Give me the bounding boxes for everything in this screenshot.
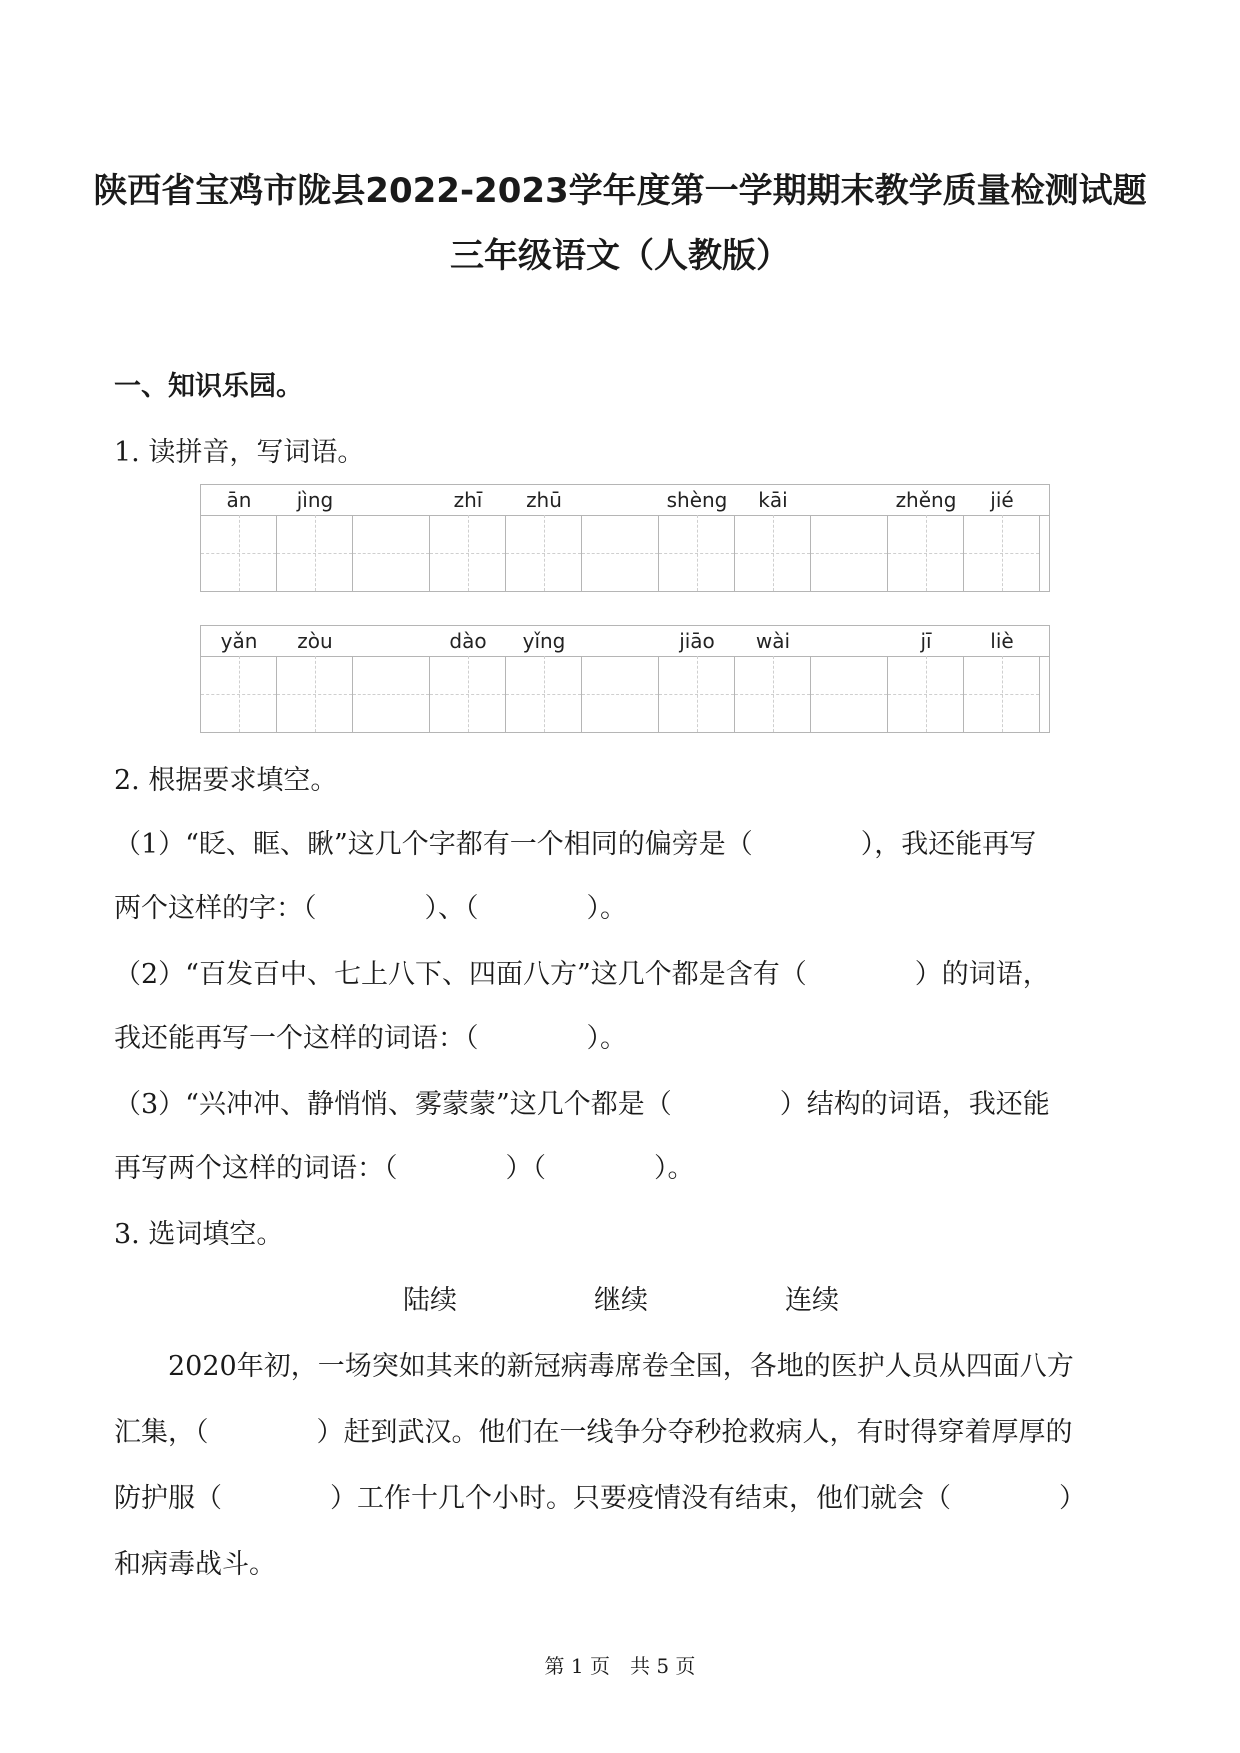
writing-cell[interactable] [201,656,277,732]
word-option: 陆续 [403,1285,457,1316]
pinyin-syllable: wài [755,629,791,653]
writing-cell[interactable] [506,515,582,591]
writing-cell[interactable] [659,656,735,732]
writing-cell[interactable] [735,656,811,732]
writing-cell[interactable] [277,515,353,591]
pinyin-syllable: zhěng [895,488,957,512]
pinyin-syllable: jìng [296,488,334,512]
section-heading: 一、知识乐园。 [114,371,303,402]
grid-spacer [353,515,430,591]
page-footer: 第 1 页 共 5 页 [544,1654,696,1678]
writing-cell[interactable] [430,515,506,591]
writing-cell[interactable] [277,656,353,732]
pinyin-writing-grid[interactable] [200,484,1050,592]
page-subtitle: 三年级语文（人教版） [450,236,790,276]
pinyin-syllable: jī [920,629,932,653]
pinyin-syllable: liè [990,629,1014,653]
question-2-2-line: （2）“百发百中、七上八下、四面八方”这几个都是含有（ ）的词语， [114,959,1050,990]
pinyin-syllable: zhū [526,488,562,512]
pinyin-syllable: jiāo [679,629,715,653]
pinyin-syllable: dào [449,629,487,653]
passage-line: 汇集，（ ）赶到武汉。他们在一线争分夺秒抢救病人，有时得穿着厚厚的 [114,1417,1073,1448]
pinyin-writing-grid[interactable] [200,625,1050,733]
writing-cell[interactable] [201,515,277,591]
question-2-3-line: （3）“兴冲冲、静悄悄、雾蒙蒙”这几个都是（ ）结构的词语，我还能 [114,1089,1050,1120]
grid-spacer [582,515,659,591]
question-2: 2. 根据要求填空。 [114,765,338,796]
word-option: 继续 [594,1285,648,1316]
writing-cell[interactable] [506,656,582,732]
grid-spacer [353,656,430,732]
passage-line: 2020年初，一场突如其来的新冠病毒席卷全国，各地的医护人员从四面八方 [114,1351,1074,1382]
writing-cell[interactable] [964,656,1040,732]
question-2-1-line: （1）“眨、眶、瞅”这几个字都有一个相同的偏旁是（ ），我还能再写 [114,829,1037,860]
grid-spacer [811,656,888,732]
passage-line: 防护服（ ）工作十几个小时。只要疫情没有结束，他们就会（ ） [114,1483,1086,1514]
pinyin-syllable: zòu [297,629,333,653]
pinyin-syllable: kāi [758,488,788,512]
writing-cell[interactable] [735,515,811,591]
passage-line: 和病毒战斗。 [114,1549,276,1580]
grid-spacer [582,656,659,732]
pinyin-syllable: yǎn [220,629,258,653]
writing-cell[interactable] [430,656,506,732]
grid-spacer [811,515,888,591]
pinyin-syllable: yǐng [522,629,566,653]
question-3: 3. 选词填空。 [114,1219,284,1250]
word-option: 连续 [785,1285,839,1316]
writing-cell[interactable] [888,515,964,591]
pinyin-syllable: shèng [666,488,728,512]
question-2-1-line: 两个这样的字：（ ）、（ ）。 [114,893,627,924]
writing-cell[interactable] [659,515,735,591]
pinyin-syllable: ān [226,488,252,512]
page-title: 陕西省宝鸡市陇县2022-2023学年度第一学期期末教学质量检测试题 [93,171,1147,211]
pinyin-syllable: zhī [453,488,483,512]
question-1: 1. 读拼音，写词语。 [114,437,365,468]
question-2-2-line: 我还能再写一个这样的词语：（ ）。 [114,1023,627,1054]
pinyin-syllable: jié [990,488,1014,512]
question-2-3-line: 再写两个这样的词语：（ ）（ ）。 [114,1153,695,1184]
writing-cell[interactable] [888,656,964,732]
writing-cell[interactable] [964,515,1040,591]
